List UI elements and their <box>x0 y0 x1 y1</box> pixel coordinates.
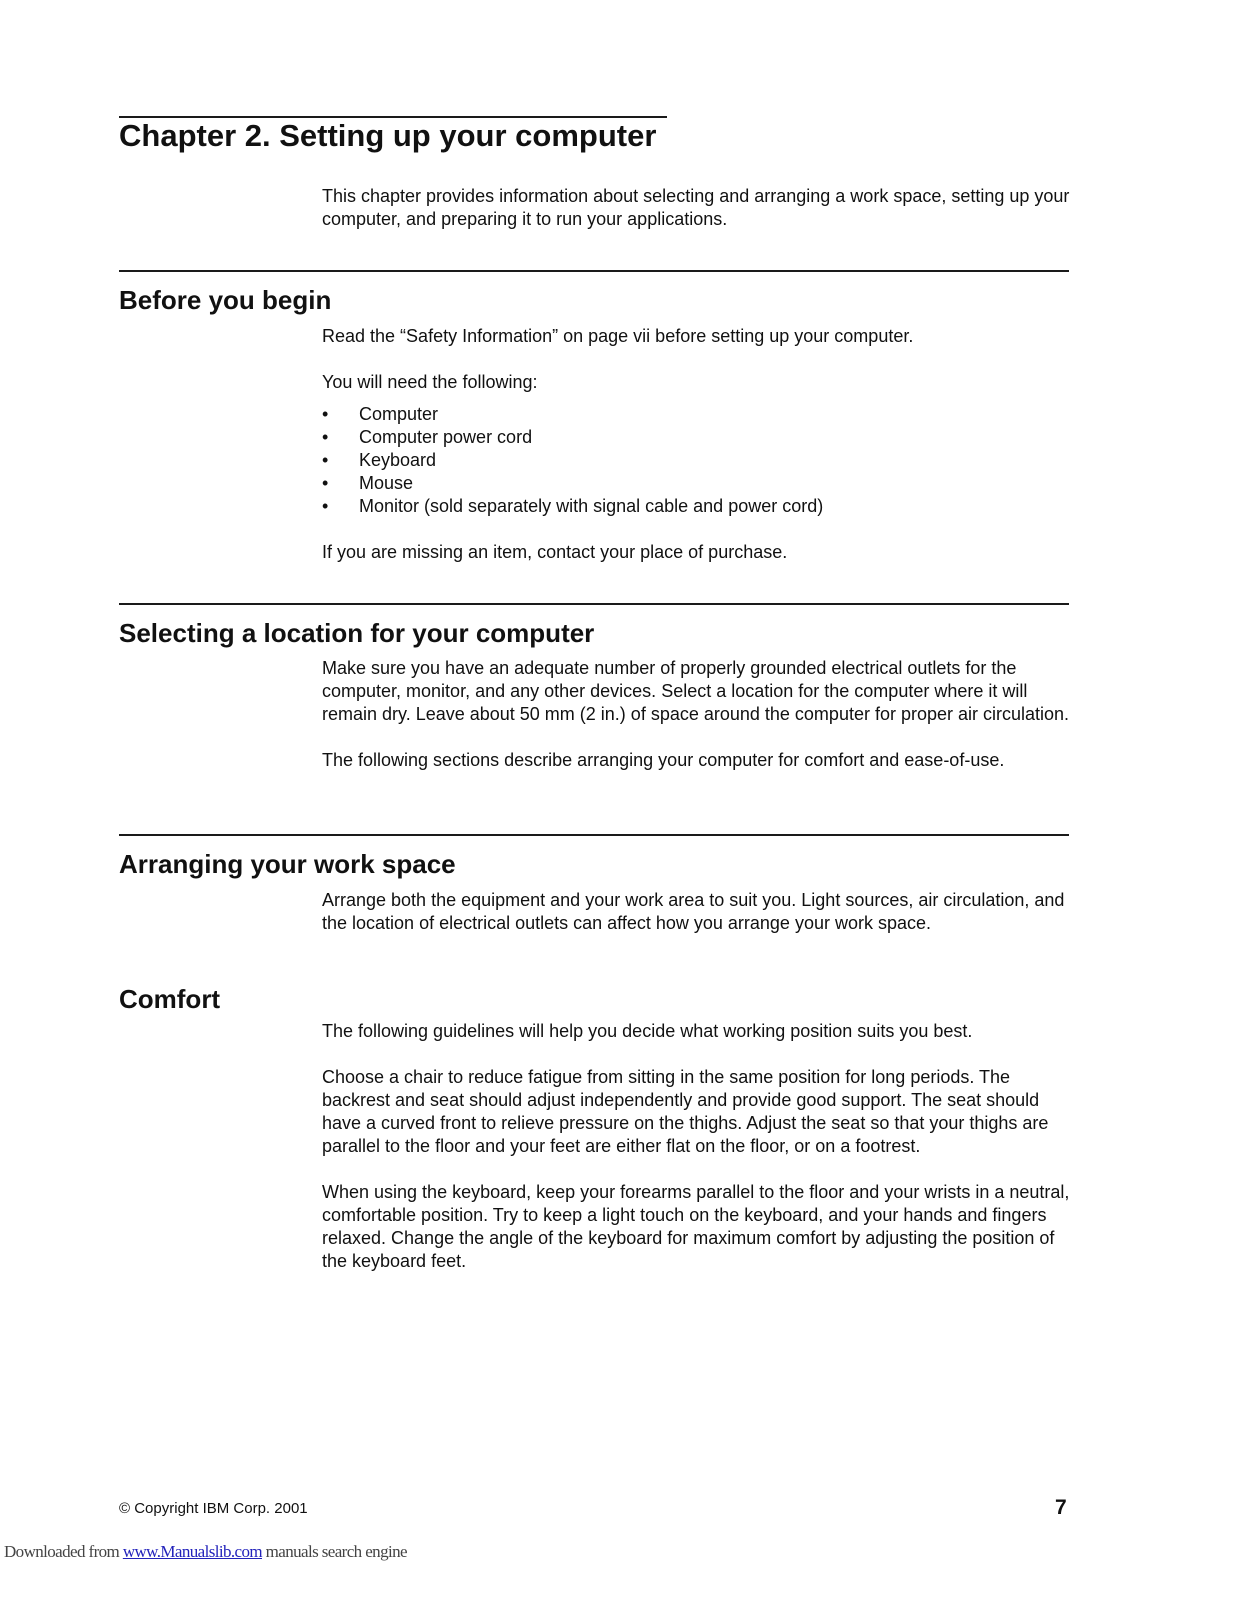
arranging-work-space-heading: Arranging your work space <box>119 849 456 879</box>
comfort-body <box>322 1020 1074 1273</box>
list-item-text: Computer <box>359 404 439 424</box>
before-you-begin-heading: Before you begin <box>119 285 332 315</box>
keyboard-paragraph: When using the keyboard, keep your forearms parallel to the floor and your wrists in a neutral, comfortable position. Try to keep a light touch on the keyboard, and your hands and fingers relaxed. Change the angle of the keyboard for maximum comfort by adjusting the position of the keyboard feet. <box>322 1182 1070 1271</box>
list-item <box>322 472 1074 495</box>
bullet-icon: • <box>322 404 329 424</box>
required-items-list <box>322 403 1074 518</box>
page-number: 7 <box>1055 1496 1067 1519</box>
list-item-text: Computer power cord <box>359 427 533 447</box>
manualslib-link[interactable]: www.Manualslib.com <box>122 1542 263 1561</box>
list-item <box>322 403 1074 426</box>
download-suffix: manuals search engine <box>262 1542 407 1561</box>
selecting-location-body <box>322 657 1074 772</box>
following-sections-paragraph: The following sections describe arranging your computer for comfort and ease-of-use. <box>322 750 1005 770</box>
list-item <box>322 426 1074 449</box>
arranging-work-space-rule <box>119 834 1069 836</box>
list-item <box>322 495 1074 518</box>
list-item <box>322 449 1074 472</box>
copyright-notice: © Copyright IBM Corp. 2001 <box>119 1500 308 1517</box>
outlets-paragraph: Make sure you have an adequate number of properly grounded electrical outlets for the computer, monitor, and any other devices. Select a location for the computer where it will remain dry. Leave about 50 mm (2 in.) of space around the computer for proper air circulation. <box>322 658 1070 724</box>
arrange-paragraph: Arrange both the equipment and your work area to suit you. Light sources, air circulation, and the location of electrical outlets can affect how you arrange your work space. <box>322 890 1065 933</box>
selecting-location-rule <box>119 603 1069 605</box>
bullet-icon: • <box>322 473 329 493</box>
download-prefix: Downloaded from <box>4 1542 123 1561</box>
before-you-begin-body <box>322 325 1074 564</box>
bullet-icon: • <box>322 450 329 470</box>
list-item-text: Keyboard <box>359 450 437 470</box>
comfort-heading: Comfort <box>119 984 221 1014</box>
download-banner <box>4 1542 407 1562</box>
selecting-location-heading: Selecting a location for your computer <box>119 618 595 648</box>
bullet-icon: • <box>322 427 329 447</box>
chapter-intro <box>322 185 1074 231</box>
chapter-title: Chapter 2. Setting up your computer <box>119 118 657 153</box>
chair-paragraph: Choose a chair to reduce fatigue from sitting in the same position for long periods. The backrest and seat should adjust independently and provide good support. The seat should have a curved front to relieve pressure on the thighs. Adjust the seat so that your thighs are parallel to the floor and your feet are either flat on the floor, or on a footrest. <box>322 1067 1049 1156</box>
guidelines-paragraph: The following guidelines will help you decide what working position suits you best. <box>322 1021 973 1041</box>
safety-info-paragraph: Read the “Safety Information” on page vii before setting up your computer. <box>322 326 914 346</box>
list-item-text: Mouse <box>359 473 414 493</box>
arranging-work-space-body <box>322 889 1074 935</box>
bullet-icon: • <box>322 496 329 516</box>
missing-item-paragraph: If you are missing an item, contact your place of purchase. <box>322 542 788 562</box>
chapter-intro-paragraph: This chapter provides information about selecting and arranging a work space, setting up your computer, and preparing it to run your applications. <box>322 186 1070 229</box>
list-item-text: Monitor (sold separately with signal cable and power cord) <box>359 496 824 516</box>
before-you-begin-rule <box>119 270 1069 272</box>
need-following-paragraph: You will need the following: <box>322 372 538 392</box>
